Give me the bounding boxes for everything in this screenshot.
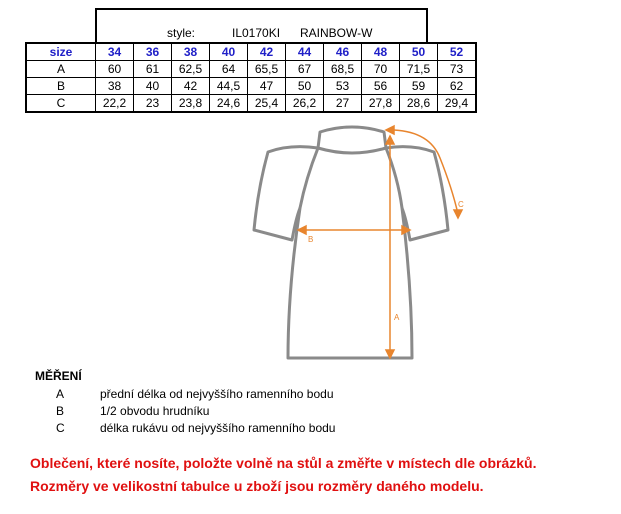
measure-b-arrow-left xyxy=(298,226,306,234)
instruction-note-1: Oblečení, které nosíte, položte volně na stůl a změřte v místech dle obrázků. xyxy=(30,455,537,471)
legend-text-b: 1/2 obvodu hrudníku xyxy=(100,404,210,418)
table-cell: 42 xyxy=(172,78,210,95)
legend-letter-a: A xyxy=(56,387,65,401)
style-name: RAINBOW-W xyxy=(300,26,373,40)
row-label: A xyxy=(26,61,96,78)
legend-text-c: délka rukávu od nejvyššího ramenního bodu xyxy=(100,421,336,435)
table-cell: 70 xyxy=(362,61,400,78)
row-label: B xyxy=(26,78,96,95)
table-cell: 60 xyxy=(96,61,134,78)
tshirt-diagram xyxy=(240,118,480,368)
measure-c-line xyxy=(394,130,458,214)
size-header-cell: 50 xyxy=(400,43,438,61)
measure-a-label: A xyxy=(394,313,400,322)
legend-text-a: přední délka od nejvyššího ramenního bodu xyxy=(100,387,334,401)
size-header-cell: 44 xyxy=(286,43,324,61)
body-outline xyxy=(254,147,448,358)
table-cell: 47 xyxy=(248,78,286,95)
style-label: style: xyxy=(167,26,196,40)
measure-c-arrow-bottom xyxy=(454,210,462,218)
table-cell: 59 xyxy=(400,78,438,95)
measure-c-arrow-top xyxy=(386,126,394,134)
table-cell: 40 xyxy=(134,78,172,95)
table-cell: 38 xyxy=(96,78,134,95)
size-header-label: size xyxy=(26,43,96,61)
table-cell: 62 xyxy=(438,78,477,95)
size-header-cell: 36 xyxy=(134,43,172,61)
size-header-cell: 52 xyxy=(438,43,477,61)
table-cell: 23 xyxy=(134,95,172,113)
instruction-note-2: Rozměry ve velikostní tabulce u zboží jsou rozměry daného modelu. xyxy=(30,478,484,494)
row-label: C xyxy=(26,95,96,113)
table-cell: 53 xyxy=(324,78,362,95)
style-code: IL0170KI xyxy=(232,26,281,40)
table-cell: 28,6 xyxy=(400,95,438,113)
measure-c-label: C xyxy=(458,200,464,209)
table-row xyxy=(26,95,476,113)
right-seam xyxy=(386,148,402,208)
legend-title: MĚŘENÍ xyxy=(35,369,82,383)
collar-outline xyxy=(318,127,386,153)
table-cell: 64 xyxy=(210,61,248,78)
table-cell: 62,5 xyxy=(172,61,210,78)
table-cell: 27 xyxy=(324,95,362,113)
size-table xyxy=(25,42,477,113)
size-header-cell: 46 xyxy=(324,43,362,61)
left-seam xyxy=(300,148,318,208)
size-header-row xyxy=(26,43,476,61)
table-cell: 73 xyxy=(438,61,477,78)
table-cell: 56 xyxy=(362,78,400,95)
table-cell: 44,5 xyxy=(210,78,248,95)
size-header-cell: 40 xyxy=(210,43,248,61)
size-header-cell: 34 xyxy=(96,43,134,61)
legend-letter-c: C xyxy=(56,421,65,435)
size-header-cell: 38 xyxy=(172,43,210,61)
table-cell: 23,8 xyxy=(172,95,210,113)
table-cell: 65,5 xyxy=(248,61,286,78)
table-cell: 71,5 xyxy=(400,61,438,78)
table-cell: 27,8 xyxy=(362,95,400,113)
measure-a-arrow-top xyxy=(386,136,394,144)
measure-b-label: B xyxy=(308,235,314,244)
table-cell: 50 xyxy=(286,78,324,95)
table-cell: 26,2 xyxy=(286,95,324,113)
table-cell: 22,2 xyxy=(96,95,134,113)
table-cell: 67 xyxy=(286,61,324,78)
legend-letter-b: B xyxy=(56,404,65,418)
table-cell: 61 xyxy=(134,61,172,78)
table-cell: 25,4 xyxy=(248,95,286,113)
table-cell: 24,6 xyxy=(210,95,248,113)
table-cell: 68,5 xyxy=(324,61,362,78)
tshirt-outline xyxy=(254,127,448,358)
size-header-cell: 42 xyxy=(248,43,286,61)
table-row xyxy=(26,78,476,95)
table-cell: 29,4 xyxy=(438,95,477,113)
table-row xyxy=(26,61,476,78)
size-header-cell: 48 xyxy=(362,43,400,61)
